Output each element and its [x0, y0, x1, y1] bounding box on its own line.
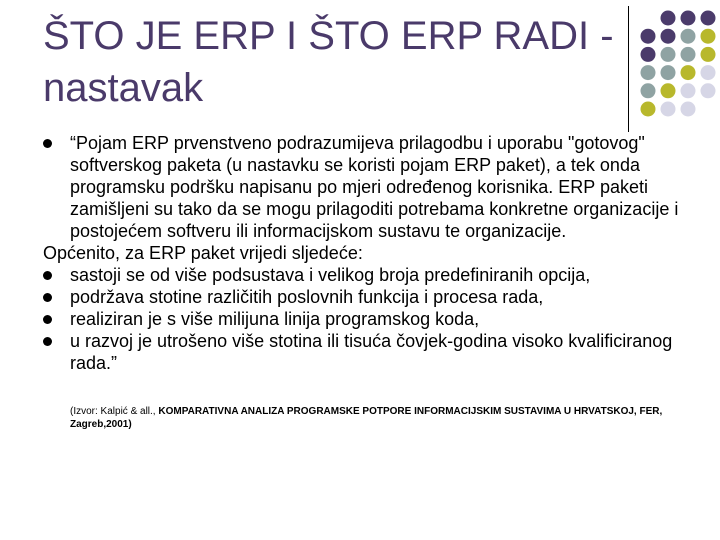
decorative-dot	[641, 83, 656, 98]
decorative-dot	[641, 102, 656, 117]
bullet-dot-icon	[43, 337, 52, 346]
slide-title-line-2: nastavak	[43, 66, 204, 110]
list-item	[43, 308, 683, 330]
slide-title-line-1: ŠTO JE ERP I ŠTO ERP RADI -	[43, 14, 614, 58]
decorative-dot	[641, 47, 656, 62]
decorative-dot	[701, 47, 716, 62]
decorative-dot	[641, 29, 656, 44]
decorative-dot	[681, 102, 696, 117]
list-item-text: realiziran je s više milijuna linija programskog koda,	[70, 309, 480, 329]
intro-text: Općenito, za ERP paket vrijedi sljedeće:	[43, 243, 363, 263]
decorative-dot	[681, 29, 696, 44]
list-item-text: u razvoj je utrošeno više stotina ili tisuća čovjek-godina visoko kvalificiranog rada.”	[70, 331, 673, 373]
list-item-text: sastoji se od više podsustava i velikog broja predefiniranih opcija,	[70, 265, 591, 285]
decorative-dot	[701, 29, 716, 44]
decorative-dot	[661, 11, 676, 26]
decorative-dot	[661, 65, 676, 80]
citation-prefix: (Izvor: Kalpić & all.,	[70, 406, 159, 417]
list-item	[43, 264, 683, 286]
decorative-dot	[701, 83, 716, 98]
slide-body	[43, 132, 683, 374]
decorative-dot	[661, 102, 676, 117]
slide-title	[43, 10, 623, 114]
decorative-divider	[628, 6, 629, 132]
decorative-dot	[661, 29, 676, 44]
bullet-dot-icon	[43, 139, 52, 148]
decorative-dot	[681, 83, 696, 98]
decorative-dot	[701, 11, 716, 26]
citation-title: KOMPARATIVNA ANALIZA PROGRAMSKE POTPORE INFORMACIJSKIM SUSTAVIMA U HRVATSKOJ, FER, Zagreb,2001)	[70, 406, 663, 430]
quote-text: “Pojam ERP prvenstveno podrazumijeva prilagodbu i uporabu "gotovog" softverskog paketa (u nastavku se koristi pojam ERP paket), a tek onda programsku podršku napisanu po mjeri određenog korisnika. ERP paketi zamišljeni su tako da se mogu prilagoditi potrebama konkretne organizacije i postojećem softveru ili informacijskom sustavu te organizacije.	[70, 133, 679, 241]
decorative-dot	[661, 47, 676, 62]
decorative-dot	[681, 65, 696, 80]
decorative-dot	[641, 65, 656, 80]
bullet-dot-icon	[43, 315, 52, 324]
quote-bullet	[43, 132, 683, 242]
list-item	[43, 330, 683, 374]
decorative-dot	[701, 65, 716, 80]
list-item-text: podržava stotine različitih poslovnih funkcija i procesa rada,	[70, 287, 544, 307]
decorative-dot-grid	[639, 9, 720, 119]
source-citation	[70, 405, 670, 431]
decorative-dot	[661, 83, 676, 98]
bullet-dot-icon	[43, 271, 52, 280]
list-item	[43, 286, 683, 308]
decorative-dot	[681, 47, 696, 62]
decorative-dot	[681, 11, 696, 26]
bullet-dot-icon	[43, 293, 52, 302]
